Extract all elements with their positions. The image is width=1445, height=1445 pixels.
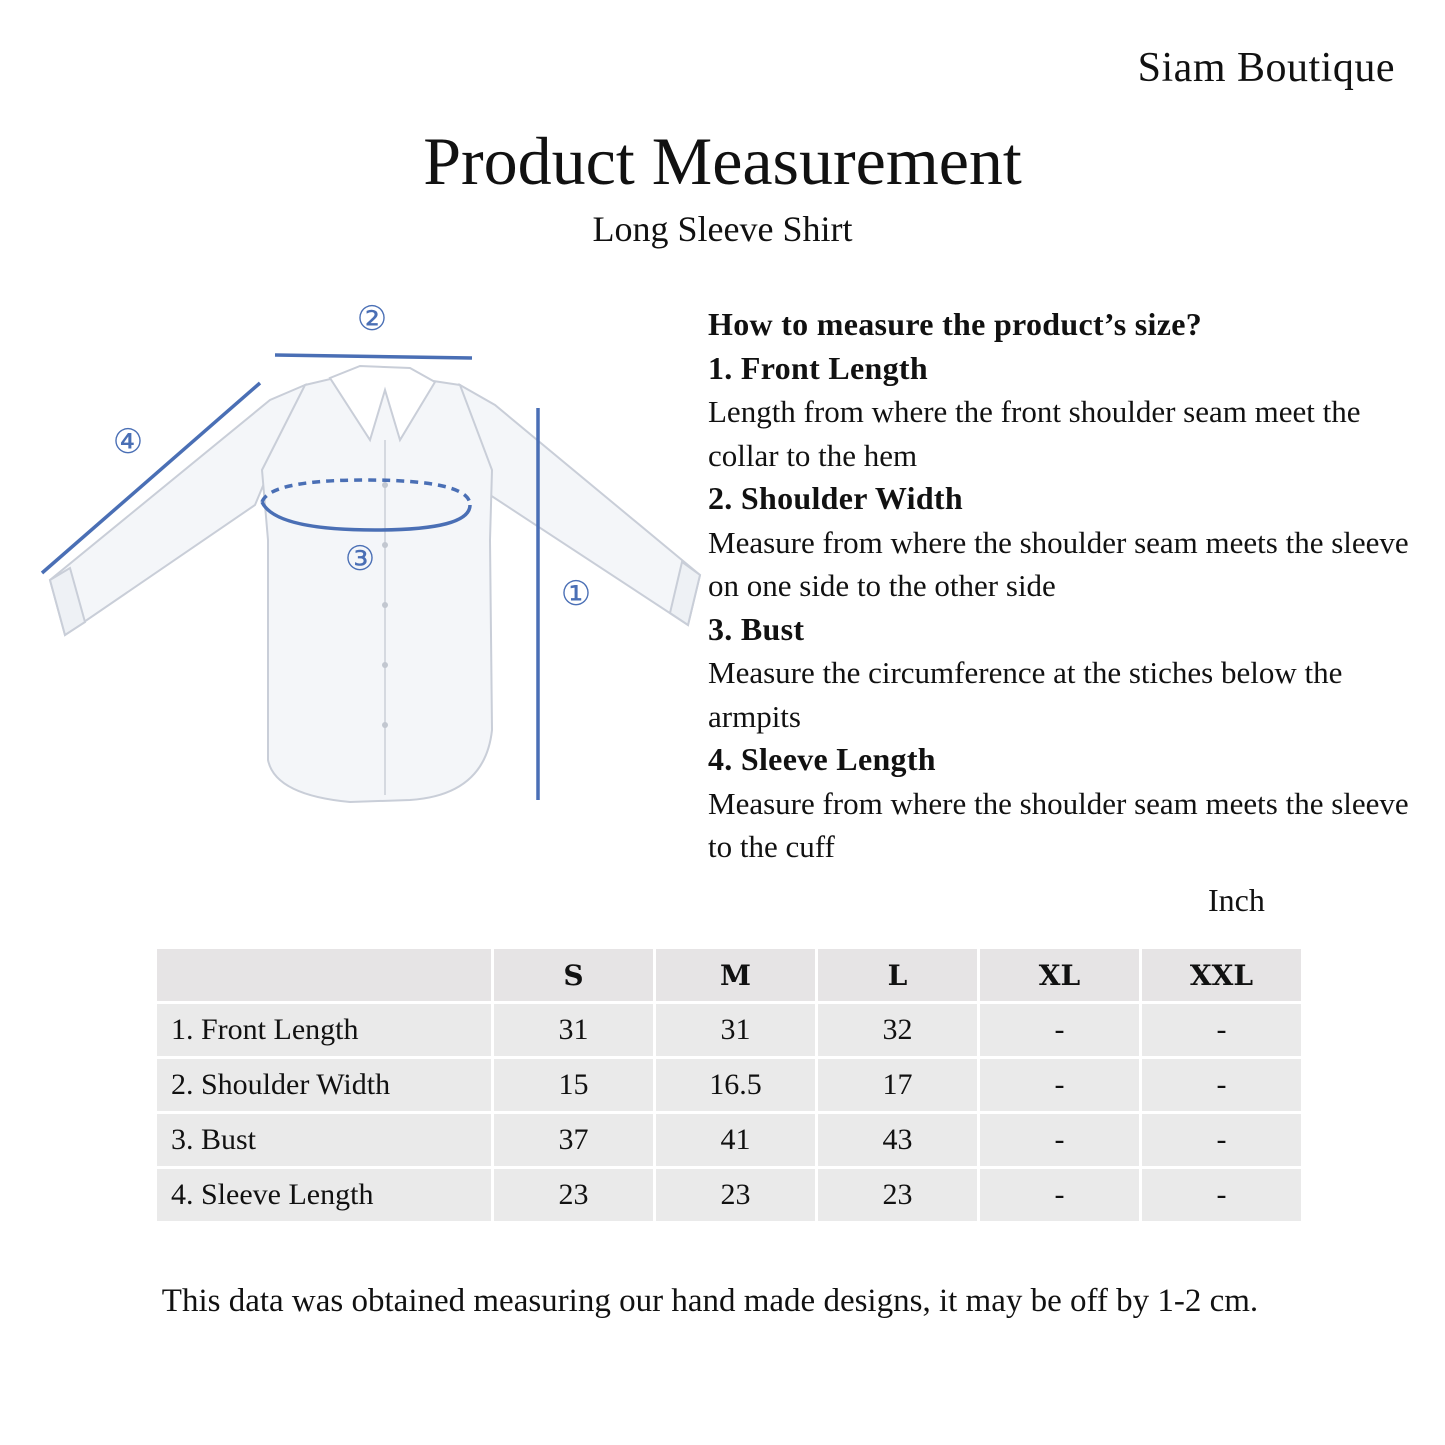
table-cell: 23	[494, 1169, 653, 1221]
size-header: XL	[980, 949, 1139, 1001]
guide-item-title: 2. Shoulder Width	[708, 480, 963, 516]
table-row	[157, 1114, 1301, 1166]
shirt-diagram	[30, 290, 710, 830]
table-cell: 16.5	[656, 1059, 815, 1111]
marker-1: ①	[560, 575, 592, 613]
table-header-blank	[157, 949, 491, 1001]
table-cell: -	[980, 1059, 1139, 1111]
table-row	[157, 1169, 1301, 1221]
guide-heading: How to measure the product’s size?	[708, 306, 1202, 342]
marker-2: ②	[356, 300, 388, 338]
marker-3: ③	[344, 540, 376, 578]
size-header: M	[656, 949, 815, 1001]
table-cell: 32	[818, 1004, 977, 1056]
size-header: S	[494, 949, 653, 1001]
table-cell: -	[980, 1169, 1139, 1221]
table-cell: 23	[656, 1169, 815, 1221]
table-cell: 43	[818, 1114, 977, 1166]
table-cell: 31	[494, 1004, 653, 1056]
product-subtitle: Long Sleeve Shirt	[592, 209, 853, 249]
size-table	[154, 946, 1304, 1224]
table-cell: 31	[656, 1004, 815, 1056]
table-cell: -	[980, 1114, 1139, 1166]
page-title: Product Measurement	[423, 123, 1022, 199]
table-cell: 37	[494, 1114, 653, 1166]
unit-label: Inch	[1208, 882, 1265, 918]
size-header: XXL	[1142, 949, 1301, 1001]
shirt-shape	[50, 366, 700, 802]
row-label: 3. Bust	[157, 1114, 491, 1166]
guide-item-title: 1. Front Length	[708, 349, 928, 386]
guide-item-text: Length from where the front shoulder seam meet the collar to the hem	[708, 394, 1361, 473]
table-cell: -	[1142, 1169, 1301, 1221]
table-cell: -	[1142, 1059, 1301, 1111]
marker-4: ④	[112, 423, 144, 461]
measurement-guide	[708, 303, 1428, 869]
size-header: L	[818, 949, 977, 1001]
table-row	[157, 1004, 1301, 1056]
table-row	[157, 1059, 1301, 1111]
row-label: 1. Front Length	[157, 1004, 491, 1056]
guide-item-title: 3. Bust	[708, 610, 805, 647]
table-cell: -	[1142, 1004, 1301, 1056]
table-cell: 15	[494, 1059, 653, 1111]
guide-item-text: Measure the circumference at the stiches below the armpits	[708, 655, 1343, 734]
table-cell: 23	[818, 1169, 977, 1221]
table-cell: -	[1142, 1114, 1301, 1166]
row-label: 2. Shoulder Width	[157, 1059, 491, 1111]
footnote: This data was obtained measuring our hand made designs, it may be off by 1-2 cm.	[161, 1283, 1259, 1319]
shirt-illustration	[30, 290, 710, 830]
guide-item-title: 4. Sleeve Length	[708, 741, 936, 777]
guide-item-text: Measure from where the shoulder seam meets the sleeve to the cuff	[708, 785, 1409, 864]
row-label: 4. Sleeve Length	[157, 1169, 491, 1221]
brand-name: Siam Boutique	[1137, 45, 1395, 91]
table-cell: -	[980, 1004, 1139, 1056]
table-cell: 17	[818, 1059, 977, 1111]
guide-item-text: Measure from where the shoulder seam meets the sleeve on one side to the other side	[708, 524, 1409, 603]
table-header-row	[157, 949, 1301, 1001]
table-cell: 41	[656, 1114, 815, 1166]
